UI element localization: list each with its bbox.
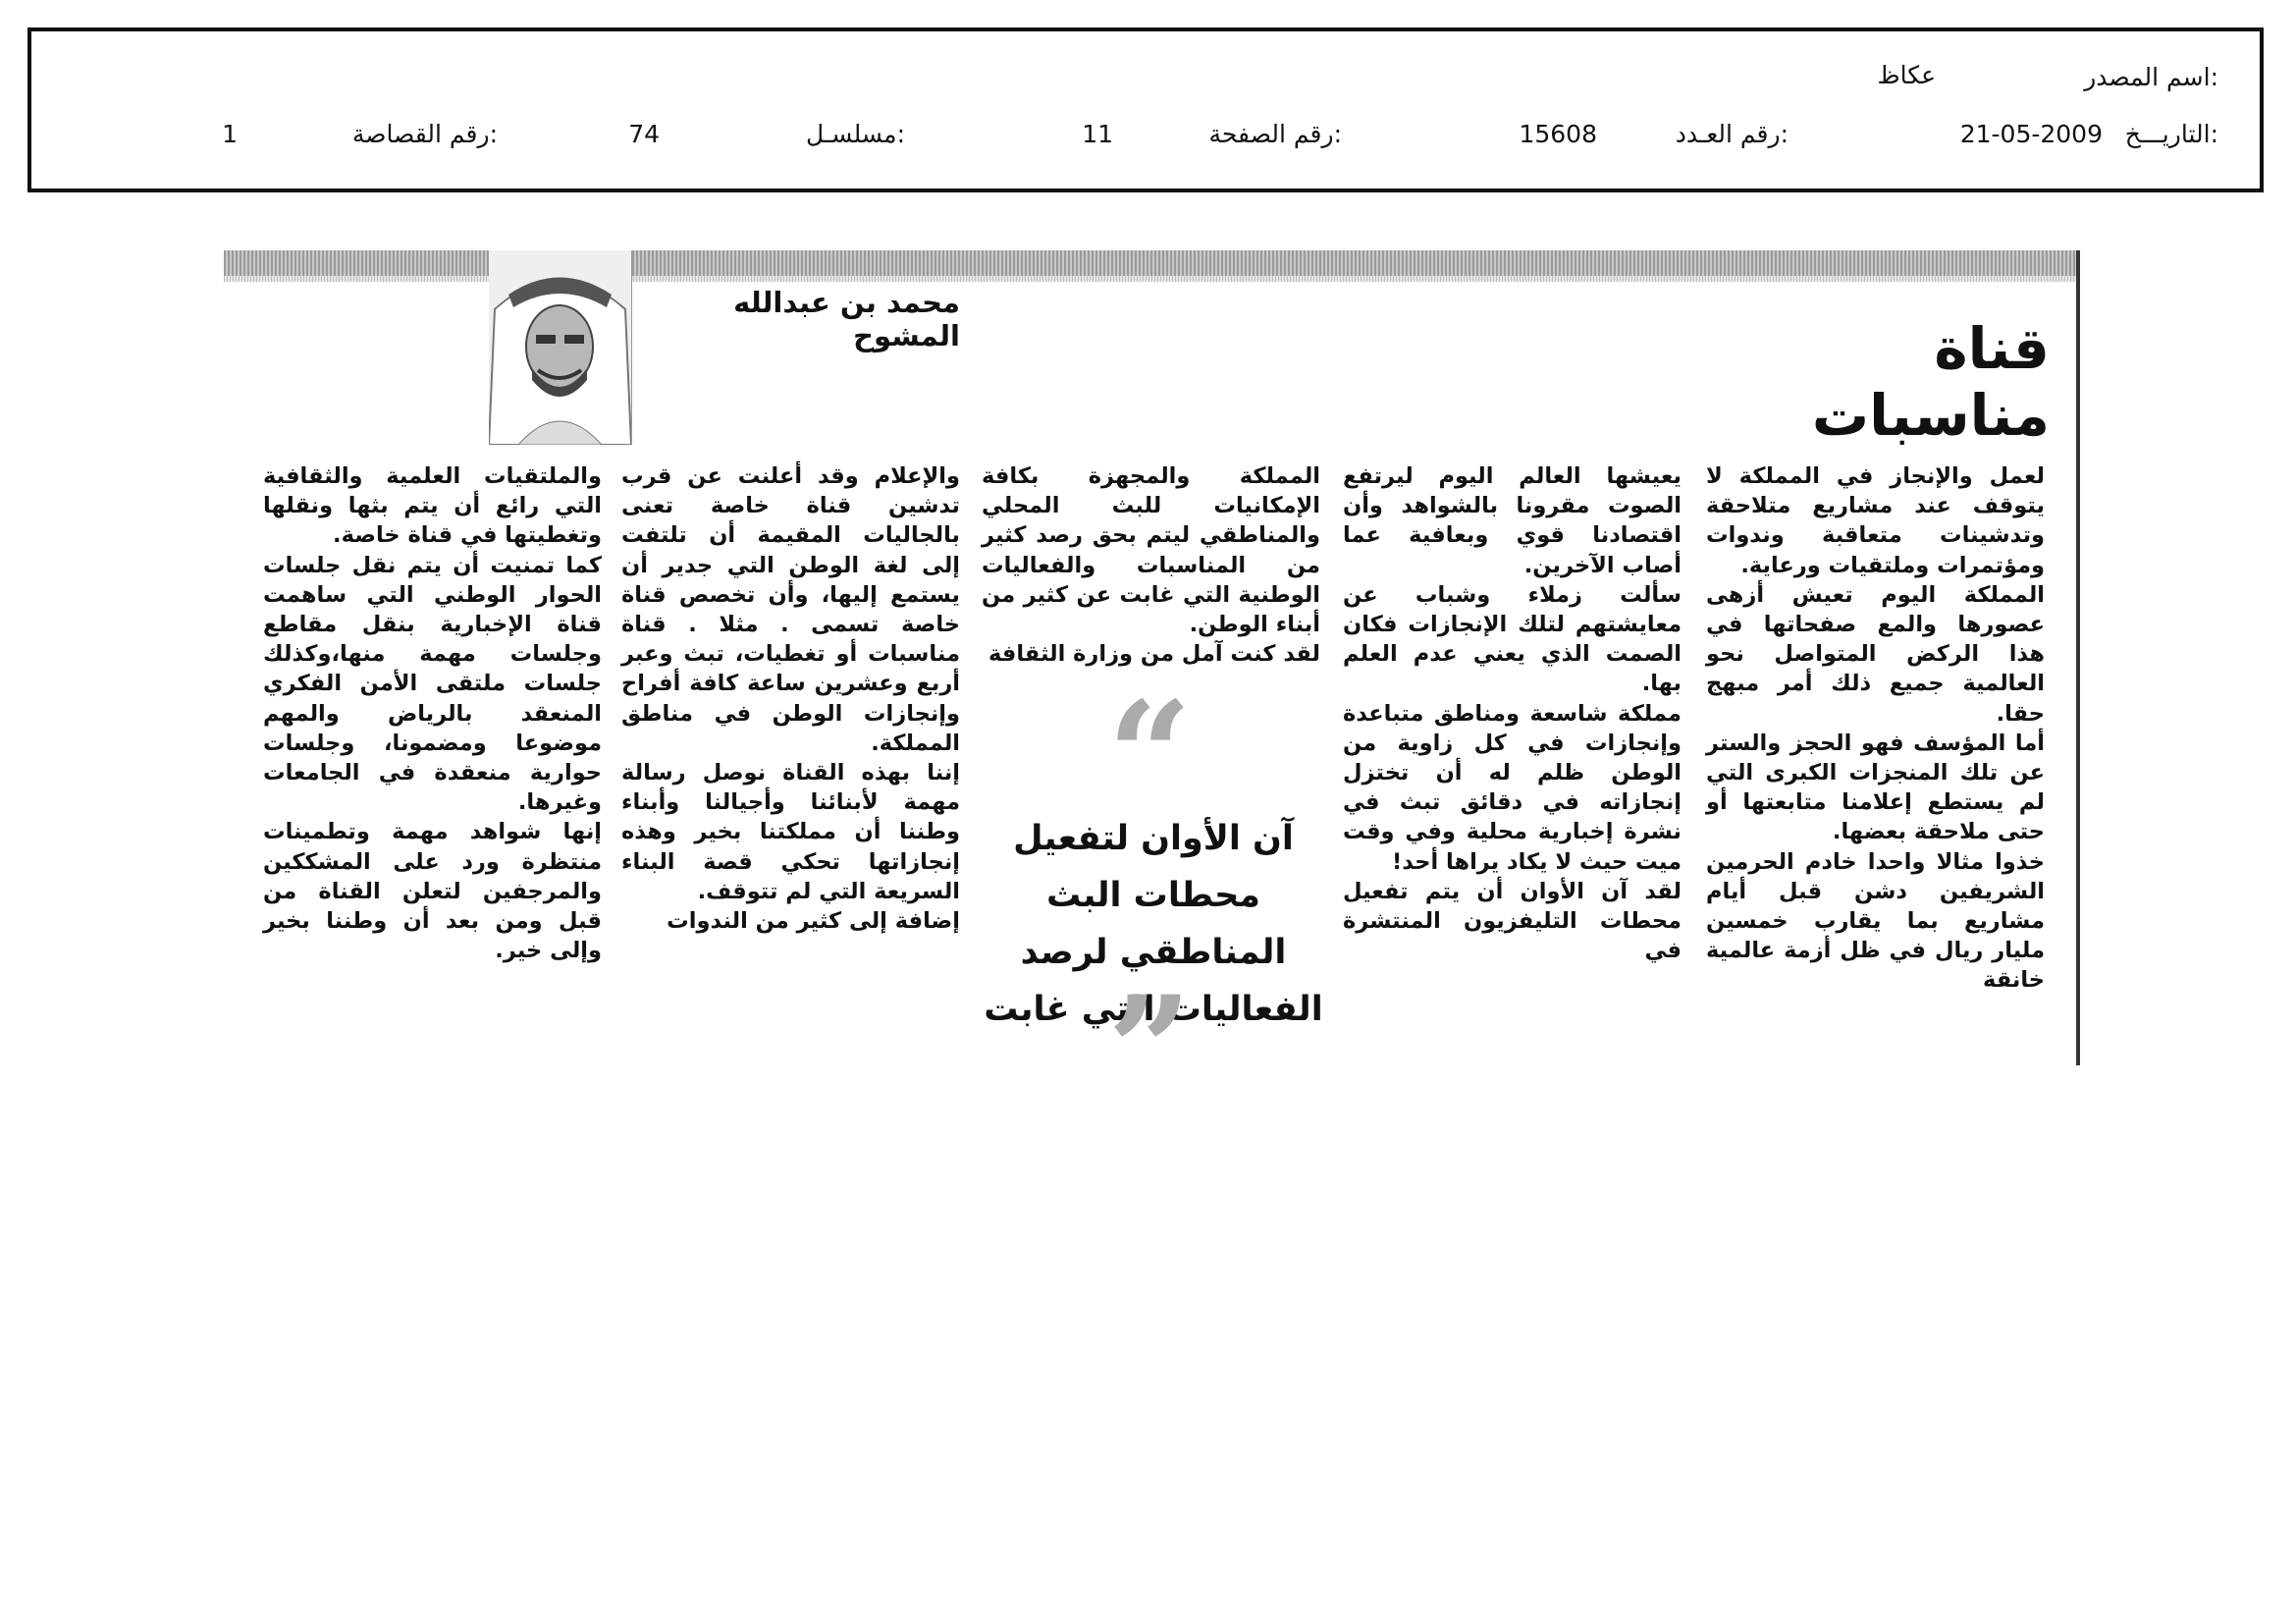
paragraph: خذوا مثالا واحدا خادم الحرمين الشريفين دشن قبل أيام مشاريع بما يقارب خمسين مليار ريال في ظل أزمة عالمية خانقة [1706, 848, 2045, 994]
paragraph: سألت زملاء وشباب عن معايشتهم لتلك الإنجازات فكان الصمت الذي يعني عدم العلم بها. [1343, 581, 1682, 697]
serial-value: 74 [628, 120, 660, 148]
article-column-1 [1706, 461, 2045, 996]
paragraph: إننا بهذه القناة نوصل رسالة مهمة لأبنائنا وأجيالنا وأبناء وطننا أن مملكتنا بخير وهذه إنجازاتها تحكي قصة البناء السريعة التي لم تتوقف. [621, 760, 960, 904]
paragraph: لقد كنت آمل من وزارة الثقافة [988, 641, 1320, 668]
paragraph: مملكة شاسعة ومناطق متباعدة وإنجازات في كل زاوية من الوطن ظلم له أن تختزل إنجازاته في دقائق تبث في نشرة إخبارية محلية وفي وقت ميت حيث لا يكاد يراها أحد! [1343, 700, 1682, 875]
paragraph: المملكة والمجهزة بكافة الإمكانيات للبث المحلي والمناطقي ليتم بحق رصد كثير من المناسبات والفعاليات الوطنية التي غابت عن كثير من أبناء الوطن. [982, 463, 1320, 638]
paragraph: المملكة اليوم تعيش أزهى عصورها والمع صفحاتها في هذا الركض المتواصل نحو العالمية جميع ذلك أمر مبهج حقا. [1706, 581, 2045, 727]
paragraph: إنها شواهد مهمة وتطمينات منتظرة ورد على المشككين والمرجفين لتعلن القناة من قبل ومن بعد أن وطننا بخير وإلى خير. [263, 819, 602, 964]
article-column-3 [982, 461, 1320, 669]
article-column-5 [263, 461, 602, 965]
article-headline: قناة مناسبات [1811, 315, 2050, 449]
serial-label: مسلسـل: [806, 120, 905, 148]
clipping-right-rule [2076, 250, 2080, 1065]
paragraph: يعيشها العالم اليوم ليرتفع الصوت مقرونا بالشواهد وأن اقتصادنا قوي وبعافية عما أصاب الآخرين. [1343, 463, 1682, 578]
paragraph: لعمل والإنجاز في المملكة لا يتوقف عند مشاريع متلاحقة وتدشينات متعاقبة وندوات ومؤتمرات وملتقيات ورعاية. [1706, 463, 2045, 578]
author-photo [489, 250, 632, 445]
paragraph: إضافة إلى كثير من الندوات [667, 908, 960, 935]
page-label: رقم الصفحة: [1208, 120, 1342, 148]
date-value: 21-05-2009 [1959, 120, 2103, 148]
paragraph: والإعلام وقد أعلنت عن قرب تدشين قناة خاصة تعنى بالجاليات المقيمة أن تلتفت إلى لغة الوطن التي جدير أن يستمع إليها، وأن تخصص قناة خاصة تسمى . مثلا . قناة مناسبات أو تغطيات، تبث وعبر أربع وعشرين ساعة كافة أفراح وإنجازات الوطن في مناطق المملكة. [621, 463, 960, 756]
article-column-4 [621, 461, 960, 936]
article-column-2 [1343, 461, 1682, 965]
clip-number-value: 1 [222, 120, 238, 148]
issue-value: 15608 [1519, 120, 1597, 148]
opening-quote-icon: “ [1107, 670, 1193, 842]
article-author: محمد بن عبدالله المشوح [733, 286, 960, 352]
source-label: اسم المصدر: [2084, 63, 2218, 91]
pull-quote: آن الأوان لتفعيل محطات البث المناطقي لرصد الفعاليات التي غابت [984, 819, 1323, 1029]
clipping-metadata-box [27, 27, 2264, 192]
closing-quote-icon: ” [1107, 964, 1193, 1137]
author-portrait-icon [489, 250, 631, 445]
paragraph: كما تمنيت أن يتم نقل جلسات الحوار الوطني التي ساهمت قناة الإخبارية بنقل مقاطع وجلسات مهمة منها،وكذلك جلسات ملتقى الأمن الفكري المنعقد بالرياض والمهم موضوعا ومضمونا، وجلسات حوارية منعقدة في الجامعات وغيرها. [263, 552, 602, 816]
newspaper-clipping [224, 250, 2081, 1137]
source-value: عكاظ [1877, 61, 1936, 89]
page-value: 11 [1082, 120, 1113, 148]
clip-number-label: رقم القصاصة: [351, 120, 498, 148]
date-label: التاريـــخ: [2124, 120, 2218, 148]
paragraph: والملتقيات العلمية والثقافية التي رائع أن يتم بثها ونقلها وتغطيتها في قناة خاصة. [263, 463, 602, 549]
issue-label: رقم العـدد: [1675, 120, 1789, 148]
paragraph: لقد آن الأوان أن يتم تفعيل محطات التليفزيون المنتشرة في [1343, 878, 1682, 964]
paragraph: أما المؤسف فهو الحجز والستر عن تلك المنجزات الكبرى التي لم يستطع إعلامنا متابعتها أو حتى ملاحقة بعضها. [1706, 730, 2045, 845]
